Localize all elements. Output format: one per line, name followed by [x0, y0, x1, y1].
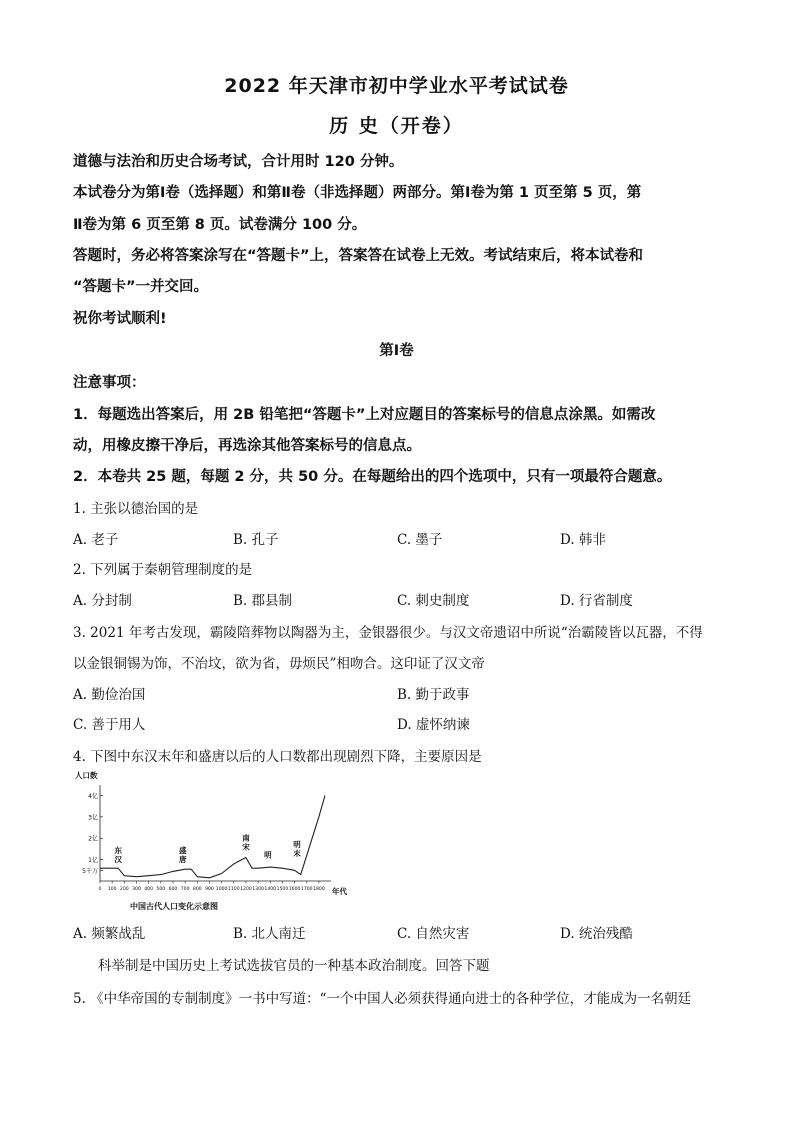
chart-xlabel: 年代 [332, 887, 347, 896]
chart-ylabel: 人口数 [75, 771, 98, 780]
q2-option-a: A. 分封制 [73, 593, 132, 609]
population-chart-svg [70, 768, 360, 913]
chart-x-tick-label: 400 [144, 887, 154, 892]
chart-x-ticks [99, 881, 325, 892]
chart-annotation [293, 840, 301, 858]
notice-2: 2．本卷共 25 题，每题 2 分，共 50 分。在每题给出的四个选项中，只有一项最符合题意。 [73, 469, 672, 485]
chart-x-tick-label: 500 [156, 887, 166, 892]
chart-annotation-char: 汉 [114, 855, 122, 865]
intro-line-1: 道德与法治和历史合场考试，合计用时 120 分钟。 [73, 154, 404, 170]
chart-x-tick-label: 900 [205, 887, 214, 892]
chart-annotations [114, 832, 301, 864]
section-title: 第Ⅰ卷 [379, 343, 414, 359]
chart-x-tick-label: 700 [180, 887, 190, 892]
intro-line-5: “答题卡”一并交回。 [73, 279, 209, 295]
chart-x-tick-label: 1200 [240, 887, 252, 892]
chart-x-tick-label: 100 [107, 887, 117, 892]
q1-stem: 1. 主张以德治国的是 [73, 501, 199, 517]
q1-option-a: A. 老子 [73, 532, 119, 548]
chart-y-tick-label: 5千万 [82, 867, 98, 875]
chart-y-tick-label: 2亿 [88, 835, 98, 843]
exam-title: 2022 年天津市初中学业水平考试试卷 [224, 75, 569, 97]
q4-stem: 4. 下图中东汉末年和盛唐以后的人口数都出现剧烈下降，主要原因是 [73, 749, 482, 765]
chart-x-tick-label: 600 [168, 887, 178, 892]
q4-option-c: C. 自然灾害 [397, 926, 470, 942]
chart-annotation-char: 末 [293, 848, 301, 858]
chart-annotation-char: 明 [293, 839, 301, 849]
chart-annotation [242, 832, 250, 851]
intro-line-3: Ⅱ卷为第 6 页至第 8 页。试卷满分 100 分。 [73, 217, 367, 233]
q4-option-d: D. 统治残酷 [560, 926, 633, 942]
chart-x-tick-label: 1300 [252, 887, 264, 892]
q3-stem-line-2: 以金银铜锡为饰，不治坟，欲为省，毋烦民”相吻合。这印证了汉文帝 [73, 656, 485, 672]
chart-annotation-char: 宋 [242, 842, 250, 852]
q2-option-d: D. 行省制度 [560, 593, 633, 609]
q2-option-b: B. 郡县制 [233, 593, 293, 609]
q5-stem: 5. 《中华帝国的专制制度》一书中写道：“一个中国人必须获得通向进士的各种学位，才能成为一名朝廷 [73, 991, 692, 1007]
chart-title: 中国古代人口变化示意图 [130, 902, 218, 911]
keju-note: 科举制是中国历史上考试选拔官员的一种基本政治制度。回答下题 [98, 958, 490, 974]
chart-annotation [264, 850, 272, 859]
chart-annotation-char: 盛 [178, 846, 187, 856]
chart-y-tick-label: 3亿 [88, 814, 98, 822]
q1-option-c: C. 墨子 [397, 532, 443, 548]
chart-y-tick-label: 4亿 [88, 792, 98, 800]
q3-option-b: B. 勤于政事 [397, 687, 470, 703]
intro-line-4: 答题时，务必将答案涂写在“答题卡”上，答案答在试卷上无效。考试结束后，将本试卷和 [73, 248, 644, 264]
chart-annotation [179, 845, 187, 864]
chart-annotation-char: 唐 [178, 855, 187, 865]
q3-option-c: C. 善于用人 [73, 717, 146, 733]
chart-x-tick-label: 1400 [264, 887, 277, 892]
notice-1a: 1．每题选出答案后，用 2B 铅笔把“答题卡”上对应题目的答案标号的信息点涂黑。如需改 [73, 407, 656, 423]
q2-option-c: C. 刺史制度 [397, 593, 470, 609]
q3-option-a: A. 勤俭治国 [73, 687, 146, 703]
intro-line-2: 本试卷分为第Ⅰ卷（选择题）和第Ⅱ卷（非选择题）两部分。第Ⅰ卷为第 1 页至第 5 页，第 [73, 185, 642, 201]
chart-annotation [114, 845, 122, 864]
notice-heading: 注意事项： [73, 375, 146, 391]
q3-option-d: D. 虚怀纳谏 [397, 717, 470, 733]
q1-option-d: D. 韩非 [560, 532, 606, 548]
q2-stem: 2. 下列属于秦朝管理制度的是 [73, 562, 253, 578]
chart-x-tick-label: 300 [132, 887, 141, 892]
q4-option-a: A. 频繁战乱 [73, 926, 146, 942]
chart-series [100, 795, 325, 877]
chart-population-line [100, 795, 325, 877]
chart-annotation-char: 南 [242, 833, 250, 843]
chart-x-tick-label: 1000 [215, 887, 228, 892]
q3-stem-line-1: 3. 2021 年考古发现，霸陵陪葬物以陶器为主，金银器很少。与汉文帝遗诏中所说“治霸陵皆以瓦器，不得 [73, 625, 703, 641]
exam-subtitle: 历 史（开卷） [329, 115, 464, 137]
population-chart [70, 768, 360, 913]
chart-x-tick-label: 1800 [313, 887, 325, 892]
chart-x-tick-label: 0 [98, 887, 102, 892]
chart-y-tick-label: 1亿 [88, 857, 98, 865]
chart-annotation-char: 明 [264, 850, 272, 860]
notice-1b: 动，用橡皮擦干净后，再选涂其他答案标号的信息点。 [73, 438, 421, 454]
intro-line-6: 祝你考试顺利! [73, 311, 167, 327]
q4-option-b: B. 北人南迁 [233, 926, 306, 942]
chart-x-tick-label: 800 [192, 887, 202, 892]
chart-x-tick-label: 1700 [300, 887, 313, 892]
chart-axes [100, 785, 331, 881]
chart-x-tick-label: 1500 [276, 887, 289, 892]
q1-option-b: B. 孔子 [233, 532, 279, 548]
chart-x-tick-label: 1100 [227, 887, 240, 892]
chart-x-tick-label: 1600 [288, 887, 301, 892]
chart-annotation-char: 东 [114, 846, 122, 856]
chart-x-tick-label: 200 [119, 887, 129, 892]
